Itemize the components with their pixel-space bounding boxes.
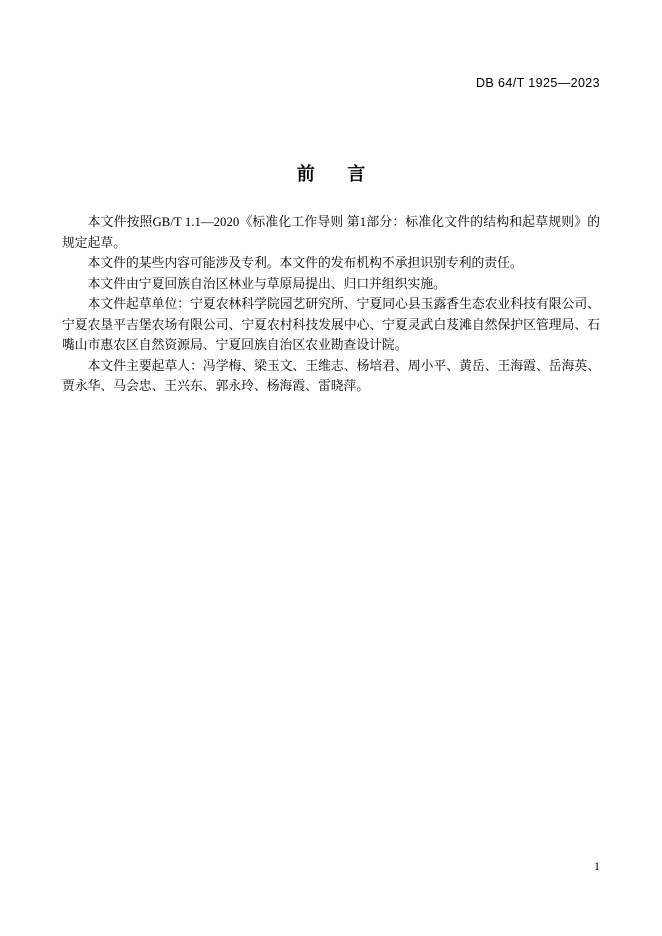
paragraph: 本文件由宁夏回族自治区林业与草原局提出、归口并组织实施。 [87,276,446,291]
paragraph: 本文件的某些内容可能涉及专利。本文件的发布机构不承担识别专利的责任。 [87,256,523,270]
paragraph: 本文件起草单位：宁夏农林科学院园艺研究所、宁夏同心县玉露香生态农业科技有限公司、宁夏农垦平吉堡农场有限公司、宁夏农村科技发展中心、宁夏灵武白芨滩自然保护区管理局、石嘴山市惠农区自然资源局、宁夏回族自治区农业勘查设计院。 [62,297,600,352]
page-number: 1 [594,859,600,873]
page-title: 前 言 [296,164,380,184]
foreword-body [62,212,600,397]
standard-number-header: DB 64/T 1925—2023 [475,76,600,90]
paragraph: 本文件按照GB/T 1.1—2020《标准化工作导则 第1部分：标准化文件的结构和起草规则》的规定起草。 [62,215,600,250]
paragraph: 本文件主要起草人：冯学梅、梁玉文、王维志、杨培君、周小平、黄岳、王海霞、岳海英、贾永华、马会忠、王兴东、郭永玲、杨海霞、雷晓萍。 [62,358,600,393]
